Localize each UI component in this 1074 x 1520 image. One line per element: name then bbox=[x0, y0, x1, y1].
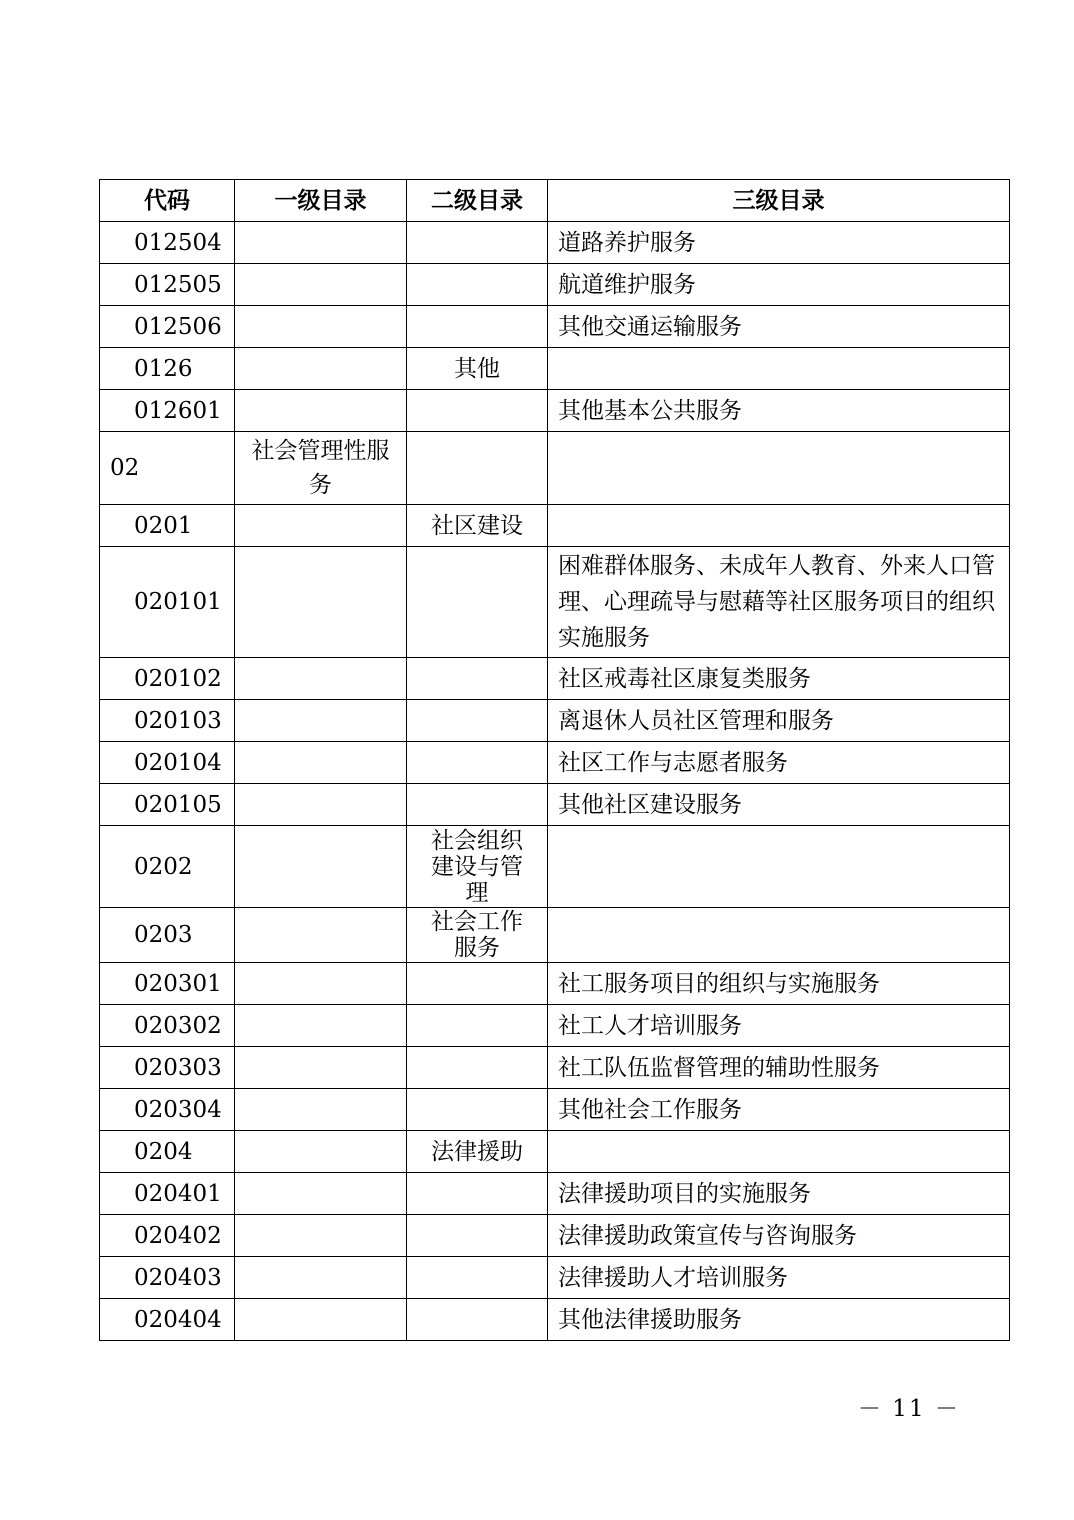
level3-cell: 社工队伍监督管理的辅助性服务 bbox=[548, 1047, 1010, 1089]
table-row bbox=[100, 348, 1010, 390]
level2-cell bbox=[407, 264, 548, 306]
code-cell: 0204 bbox=[100, 1131, 235, 1173]
table-row bbox=[100, 432, 1010, 505]
level2-cell bbox=[407, 1215, 548, 1257]
level2-cell bbox=[407, 1047, 548, 1089]
code-cell: 020401 bbox=[100, 1173, 235, 1215]
level2-cell bbox=[407, 742, 548, 784]
level3-cell: 航道维护服务 bbox=[548, 264, 1010, 306]
table-row bbox=[100, 1089, 1010, 1131]
level1-cell bbox=[235, 742, 407, 784]
level3-cell: 法律援助政策宣传与咨询服务 bbox=[548, 1215, 1010, 1257]
level3-cell: 社工服务项目的组织与实施服务 bbox=[548, 963, 1010, 1005]
level2-cell bbox=[407, 700, 548, 742]
level2-cell bbox=[407, 547, 548, 658]
level2-cell bbox=[407, 1005, 548, 1047]
level3-cell: 离退休人员社区管理和服务 bbox=[548, 700, 1010, 742]
table-row bbox=[100, 390, 1010, 432]
code-cell: 012505 bbox=[100, 264, 235, 306]
level3-cell: 其他社区建设服务 bbox=[548, 784, 1010, 826]
level2-cell bbox=[407, 784, 548, 826]
level3-cell bbox=[548, 432, 1010, 505]
level3-cell: 道路养护服务 bbox=[548, 222, 1010, 264]
level3-cell bbox=[548, 908, 1010, 963]
table-row bbox=[100, 1299, 1010, 1341]
table-row bbox=[100, 1131, 1010, 1173]
level2-cell bbox=[407, 432, 548, 505]
table-row bbox=[100, 222, 1010, 264]
table-row bbox=[100, 505, 1010, 547]
level3-cell: 其他法律援助服务 bbox=[548, 1299, 1010, 1341]
code-cell: 020304 bbox=[100, 1089, 235, 1131]
table-row bbox=[100, 306, 1010, 348]
level1-cell bbox=[235, 908, 407, 963]
code-cell: 02 bbox=[100, 432, 235, 505]
level2-cell bbox=[407, 963, 548, 1005]
header-code: 代码 bbox=[100, 180, 235, 222]
level3-cell: 困难群体服务、未成年人教育、外来人口管理、心理疏导与慰藉等社区服务项目的组织实施服务 bbox=[548, 547, 1010, 658]
level3-cell: 其他社会工作服务 bbox=[548, 1089, 1010, 1131]
code-cell: 020404 bbox=[100, 1299, 235, 1341]
page-number: － 11 － bbox=[858, 1396, 960, 1422]
table-row bbox=[100, 1173, 1010, 1215]
code-cell: 020403 bbox=[100, 1257, 235, 1299]
level2-cell bbox=[407, 1299, 548, 1341]
level1-cell bbox=[235, 963, 407, 1005]
level3-cell: 法律援助人才培训服务 bbox=[548, 1257, 1010, 1299]
table-row bbox=[100, 1257, 1010, 1299]
code-cell: 020103 bbox=[100, 700, 235, 742]
table-row bbox=[100, 1047, 1010, 1089]
level3-cell: 社工人才培训服务 bbox=[548, 1005, 1010, 1047]
level1-cell bbox=[235, 264, 407, 306]
header-level3: 三级目录 bbox=[548, 180, 1010, 222]
table-row bbox=[100, 908, 1010, 963]
level1-cell bbox=[235, 784, 407, 826]
header-level2: 二级目录 bbox=[407, 180, 548, 222]
level2-cell: 社区建设 bbox=[407, 505, 548, 547]
level1-cell bbox=[235, 700, 407, 742]
code-cell: 0201 bbox=[100, 505, 235, 547]
level1-cell bbox=[235, 1173, 407, 1215]
level3-cell: 社区工作与志愿者服务 bbox=[548, 742, 1010, 784]
level1-cell bbox=[235, 658, 407, 700]
code-cell: 020101 bbox=[100, 547, 235, 658]
level1-cell: 社会管理性服务 bbox=[235, 432, 407, 505]
level2-cell: 社会工作服务 bbox=[407, 908, 548, 963]
code-cell: 0202 bbox=[100, 826, 235, 908]
header-level1: 一级目录 bbox=[235, 180, 407, 222]
table-row bbox=[100, 1215, 1010, 1257]
level3-cell: 社区戒毒社区康复类服务 bbox=[548, 658, 1010, 700]
level3-cell bbox=[548, 348, 1010, 390]
level2-cell bbox=[407, 1257, 548, 1299]
level1-cell bbox=[235, 1089, 407, 1131]
code-cell: 0126 bbox=[100, 348, 235, 390]
code-cell: 020301 bbox=[100, 963, 235, 1005]
level1-cell bbox=[235, 1299, 407, 1341]
level3-cell: 其他交通运输服务 bbox=[548, 306, 1010, 348]
code-cell: 020303 bbox=[100, 1047, 235, 1089]
code-cell: 020102 bbox=[100, 658, 235, 700]
level2-cell: 社会组织建设与管理 bbox=[407, 826, 548, 908]
table-row bbox=[100, 547, 1010, 658]
level1-cell bbox=[235, 348, 407, 390]
catalog-table bbox=[99, 179, 1010, 1341]
level2-cell bbox=[407, 222, 548, 264]
level2-cell bbox=[407, 658, 548, 700]
code-cell: 020104 bbox=[100, 742, 235, 784]
table-row bbox=[100, 658, 1010, 700]
level1-cell bbox=[235, 306, 407, 348]
table-row bbox=[100, 264, 1010, 306]
level2-cell bbox=[407, 306, 548, 348]
level2-cell: 法律援助 bbox=[407, 1131, 548, 1173]
level1-cell bbox=[235, 1257, 407, 1299]
level2-cell bbox=[407, 1173, 548, 1215]
table-row bbox=[100, 1005, 1010, 1047]
level1-cell bbox=[235, 390, 407, 432]
table-row bbox=[100, 742, 1010, 784]
level1-cell bbox=[235, 547, 407, 658]
level1-cell bbox=[235, 1215, 407, 1257]
code-cell: 0203 bbox=[100, 908, 235, 963]
level3-cell bbox=[548, 826, 1010, 908]
level2-cell bbox=[407, 390, 548, 432]
table-row bbox=[100, 784, 1010, 826]
level1-cell bbox=[235, 1047, 407, 1089]
code-cell: 020302 bbox=[100, 1005, 235, 1047]
header-row bbox=[100, 180, 1010, 222]
level1-cell bbox=[235, 1005, 407, 1047]
table-row bbox=[100, 826, 1010, 908]
level3-cell bbox=[548, 1131, 1010, 1173]
code-cell: 020402 bbox=[100, 1215, 235, 1257]
level1-cell bbox=[235, 1131, 407, 1173]
level1-cell bbox=[235, 826, 407, 908]
level1-cell bbox=[235, 505, 407, 547]
code-cell: 012506 bbox=[100, 306, 235, 348]
table-row bbox=[100, 700, 1010, 742]
level3-cell: 其他基本公共服务 bbox=[548, 390, 1010, 432]
level2-cell: 其他 bbox=[407, 348, 548, 390]
table-row bbox=[100, 963, 1010, 1005]
level3-cell bbox=[548, 505, 1010, 547]
level2-cell bbox=[407, 1089, 548, 1131]
level1-cell bbox=[235, 222, 407, 264]
level3-cell: 法律援助项目的实施服务 bbox=[548, 1173, 1010, 1215]
code-cell: 020105 bbox=[100, 784, 235, 826]
code-cell: 012504 bbox=[100, 222, 235, 264]
code-cell: 012601 bbox=[100, 390, 235, 432]
